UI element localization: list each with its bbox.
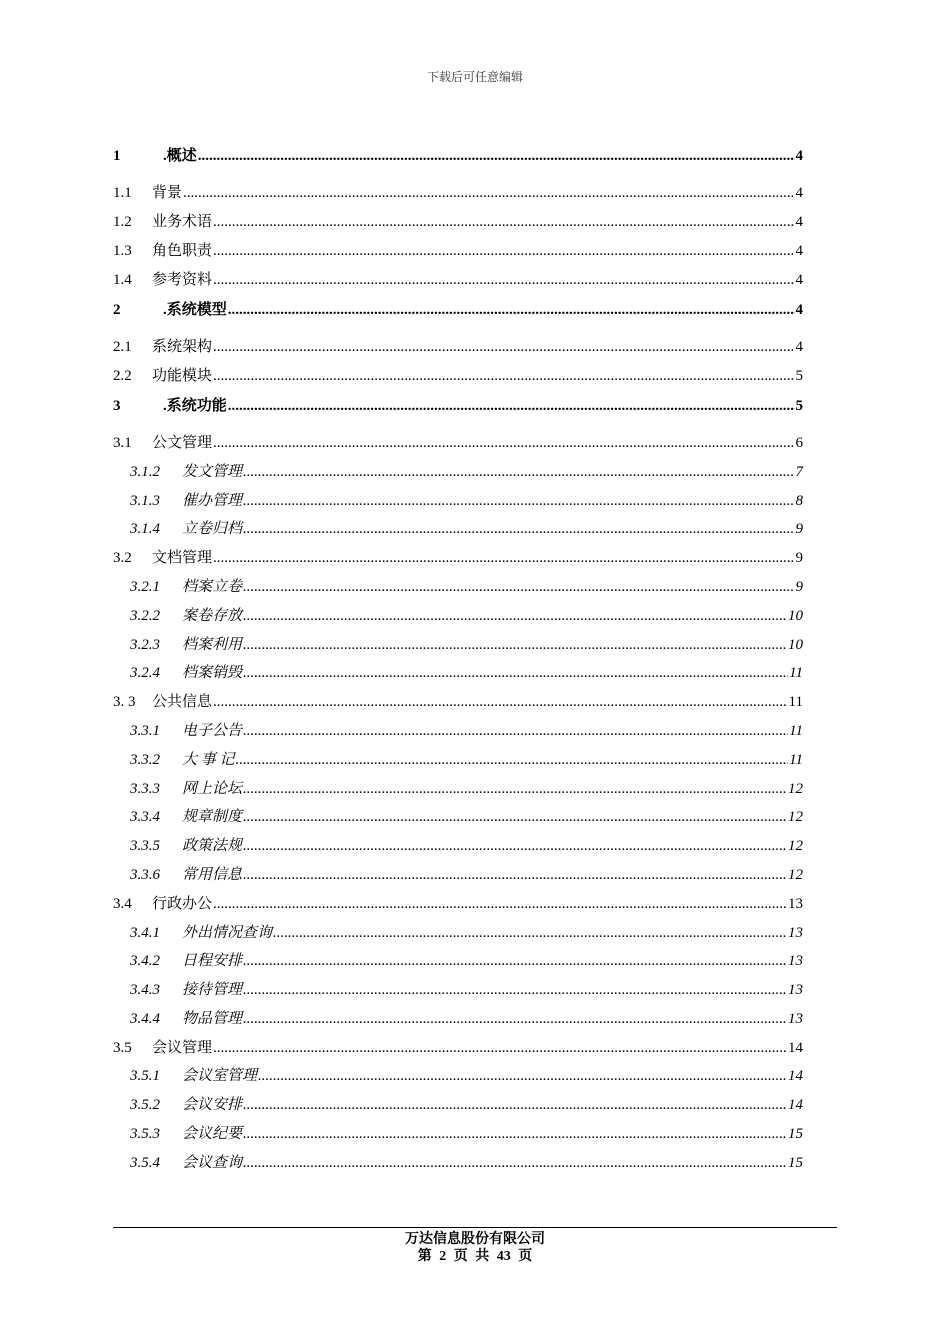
dot-leader bbox=[213, 429, 794, 458]
toc-entry[interactable] bbox=[113, 295, 803, 333]
toc-entry-page: 11 bbox=[789, 665, 803, 682]
dot-leader bbox=[243, 573, 794, 602]
toc-entry-page: 9 bbox=[795, 578, 803, 595]
toc-entry[interactable] bbox=[113, 803, 803, 832]
dot-leader bbox=[243, 1005, 787, 1034]
toc-entry-number: 3.3.6 bbox=[130, 866, 160, 883]
dot-leader bbox=[228, 295, 795, 325]
toc-entry-number: 3.4.1 bbox=[130, 924, 160, 941]
toc-entry-number: 1.2 bbox=[113, 214, 132, 231]
toc-entry[interactable] bbox=[113, 1062, 803, 1091]
toc-entry[interactable] bbox=[113, 746, 803, 775]
toc-entry-title: .系统功能 bbox=[163, 397, 227, 414]
toc-entry-number: 2.1 bbox=[113, 338, 132, 355]
dot-leader bbox=[213, 208, 794, 237]
toc-entry-title: 发文管理 bbox=[182, 463, 243, 480]
toc-entry-page: 8 bbox=[795, 492, 803, 509]
toc-entry-page: 11 bbox=[788, 694, 803, 711]
toc-entry-page: 9 bbox=[795, 521, 803, 538]
toc-entry-title: 背景 bbox=[152, 185, 183, 202]
toc-entry[interactable] bbox=[113, 391, 803, 429]
toc-entry-page: 9 bbox=[795, 550, 803, 567]
dot-leader bbox=[213, 544, 794, 573]
dot-leader bbox=[213, 1034, 787, 1063]
toc-entry-page: 13 bbox=[788, 895, 803, 912]
dot-leader bbox=[243, 861, 787, 890]
dot-leader bbox=[243, 458, 794, 487]
toc-entry-page: 13 bbox=[788, 953, 803, 970]
dot-leader bbox=[243, 631, 787, 660]
dot-leader bbox=[243, 832, 787, 861]
toc-entry-title: 行政办公 bbox=[152, 895, 213, 912]
toc-entry[interactable] bbox=[113, 861, 803, 890]
toc-entry-number: 3 bbox=[113, 397, 121, 414]
toc-entry[interactable] bbox=[113, 659, 803, 688]
toc-entry-title: 常用信息 bbox=[182, 866, 243, 883]
toc-entry-number: 3.5.4 bbox=[130, 1154, 160, 1171]
toc-entry-page: 10 bbox=[788, 607, 803, 624]
toc-entry-title: 档案利用 bbox=[182, 636, 243, 653]
toc-entry[interactable] bbox=[113, 179, 803, 208]
toc-entry-title: .概述 bbox=[163, 148, 197, 164]
toc-entry-number: 3.3.2 bbox=[130, 751, 160, 768]
footer-company: 万达信息股份有限公司 bbox=[405, 1232, 545, 1247]
toc-entry-page: 7 bbox=[795, 463, 803, 480]
toc-entry-number: 3.2.1 bbox=[130, 578, 160, 595]
toc-entry-number: 1.4 bbox=[113, 271, 132, 288]
toc-entry-page: 12 bbox=[788, 838, 803, 855]
toc-entry-title: 角色职责 bbox=[152, 242, 213, 259]
toc-entry[interactable] bbox=[113, 1120, 803, 1149]
toc-entry-number: 3.1.2 bbox=[130, 463, 160, 480]
dot-leader bbox=[198, 141, 795, 171]
toc-entry-number: 3.5.2 bbox=[130, 1097, 160, 1114]
toc-entry-title: 接待管理 bbox=[182, 982, 243, 999]
toc-entry[interactable] bbox=[113, 515, 803, 544]
toc-entry-number: 3.3.5 bbox=[130, 838, 160, 855]
toc-entry-title: 网上论坛 bbox=[182, 780, 243, 797]
header-note: 下载后可任意编辑 bbox=[426, 70, 523, 84]
toc-entry-title: 案卷存放 bbox=[182, 607, 243, 624]
toc-entry[interactable] bbox=[113, 362, 803, 391]
toc-entry[interactable] bbox=[113, 832, 803, 861]
toc-entry-title: 规章制度 bbox=[182, 809, 243, 826]
dot-leader bbox=[243, 1120, 787, 1149]
dot-leader bbox=[228, 391, 795, 421]
toc-entry[interactable] bbox=[113, 919, 803, 948]
dot-leader bbox=[243, 976, 787, 1005]
toc-entry-title: 物品管理 bbox=[182, 1010, 243, 1027]
toc-entry-page: 12 bbox=[788, 866, 803, 883]
dot-leader bbox=[273, 919, 787, 948]
dot-leader bbox=[258, 1062, 787, 1091]
toc-entry[interactable] bbox=[113, 141, 803, 179]
toc-entry-title: 政策法规 bbox=[182, 838, 243, 855]
toc-entry[interactable] bbox=[113, 237, 803, 266]
toc-entry[interactable] bbox=[113, 266, 803, 295]
toc-entry-page: 4 bbox=[795, 338, 803, 355]
toc-entry-page: 13 bbox=[788, 924, 803, 941]
dot-leader bbox=[213, 890, 787, 919]
toc-entry-number: 3.1 bbox=[113, 434, 132, 451]
toc-entry-page: 10 bbox=[788, 636, 803, 653]
toc-entry[interactable] bbox=[113, 976, 803, 1005]
toc-entry-title: 外出情况查询 bbox=[182, 924, 273, 941]
toc-entry-page: 13 bbox=[788, 982, 803, 999]
toc-entry[interactable] bbox=[113, 688, 803, 717]
toc-entry-number: 3.2.3 bbox=[130, 636, 160, 653]
toc-entry-number: 2.2 bbox=[113, 367, 132, 384]
toc-entry-page: 4 bbox=[795, 242, 803, 259]
toc-entry-title: 参考资料 bbox=[152, 271, 213, 288]
toc-entry-number: 3.2 bbox=[113, 550, 132, 567]
toc-entry[interactable] bbox=[113, 947, 803, 976]
dot-leader bbox=[243, 487, 794, 516]
toc-entry-title: 功能模块 bbox=[152, 367, 213, 384]
toc-entry-page: 4 bbox=[795, 185, 803, 202]
toc-entry-title: 档案立卷 bbox=[182, 578, 243, 595]
toc-entry-page: 14 bbox=[788, 1068, 803, 1085]
dot-leader bbox=[243, 717, 788, 746]
toc-entry[interactable] bbox=[113, 487, 803, 516]
toc-entry-number: 1.3 bbox=[113, 242, 132, 259]
toc-entry[interactable] bbox=[113, 631, 803, 660]
toc-entry-number: 3.3.1 bbox=[130, 722, 160, 739]
footer-divider bbox=[113, 1227, 837, 1228]
toc-entry[interactable] bbox=[113, 1034, 803, 1063]
toc-entry-title: 会议查询 bbox=[182, 1154, 243, 1171]
toc-entry-title: 会议安排 bbox=[182, 1097, 243, 1114]
toc-entry-title: 大 事 记 bbox=[182, 751, 235, 768]
toc-entry-title: 档案销毁 bbox=[182, 665, 243, 682]
toc-entry-number: 3.2.4 bbox=[130, 665, 160, 682]
toc-entry[interactable] bbox=[113, 458, 803, 487]
toc-entry-number: 3.4.4 bbox=[130, 1010, 160, 1027]
toc-entry-page: 15 bbox=[788, 1154, 803, 1171]
toc-entry-number: 3.1.3 bbox=[130, 492, 160, 509]
toc-entry-title: 日程安排 bbox=[182, 953, 243, 970]
toc-entry-title: 公文管理 bbox=[152, 434, 213, 451]
toc-entry-page: 12 bbox=[788, 780, 803, 797]
toc-entry[interactable] bbox=[113, 1005, 803, 1034]
toc-entry-number: 2 bbox=[113, 301, 121, 318]
toc-entry-number: 3.3.4 bbox=[130, 809, 160, 826]
toc-entry-title: 公共信息 bbox=[152, 694, 213, 711]
dot-leader bbox=[243, 1091, 787, 1120]
toc-entry-page: 12 bbox=[788, 809, 803, 826]
dot-leader bbox=[243, 803, 787, 832]
toc-entry-title: 催办管理 bbox=[182, 492, 243, 509]
dot-leader bbox=[213, 333, 794, 362]
toc-entry-page: 14 bbox=[788, 1039, 803, 1056]
toc-entry[interactable] bbox=[113, 890, 803, 919]
toc-entry-title: 系统架构 bbox=[152, 338, 213, 355]
toc-entry[interactable] bbox=[113, 1149, 803, 1178]
toc-entry-title: 会议纪要 bbox=[182, 1126, 243, 1143]
toc-entry-number: 3.4 bbox=[113, 895, 132, 912]
toc-entry-page: 5 bbox=[795, 367, 803, 384]
toc-entry-number: 1.1 bbox=[113, 185, 132, 202]
dot-leader bbox=[213, 237, 794, 266]
dot-leader bbox=[213, 688, 788, 717]
toc-entry[interactable] bbox=[113, 544, 803, 573]
toc-entry-page: 4 bbox=[795, 271, 803, 288]
toc-entry-number: 3.2.2 bbox=[130, 607, 160, 624]
toc-entry-title: 会议管理 bbox=[152, 1039, 213, 1056]
toc-entry-title: 会议室管理 bbox=[182, 1068, 258, 1085]
dot-leader bbox=[243, 1149, 787, 1178]
toc-entry-number: 1 bbox=[113, 148, 121, 164]
toc-entry[interactable] bbox=[113, 717, 803, 746]
dot-leader bbox=[236, 746, 789, 775]
toc-entry[interactable] bbox=[113, 775, 803, 804]
toc-entry-number: 3.4.3 bbox=[130, 982, 160, 999]
dot-leader bbox=[243, 515, 794, 544]
table-of-contents bbox=[113, 141, 803, 1178]
toc-entry[interactable] bbox=[113, 333, 803, 362]
footer-page-info: 第 2 页 共 43 页 bbox=[417, 1249, 533, 1264]
toc-entry-number: 3.5.1 bbox=[130, 1068, 160, 1085]
toc-entry-title: 立卷归档 bbox=[182, 521, 243, 538]
toc-entry-number: 3.3.3 bbox=[130, 780, 160, 797]
dot-leader bbox=[243, 659, 788, 688]
toc-entry-page: 4 bbox=[795, 301, 803, 318]
toc-entry-page: 6 bbox=[795, 434, 803, 451]
toc-entry[interactable] bbox=[113, 602, 803, 631]
toc-entry[interactable] bbox=[113, 1091, 803, 1120]
dot-leader bbox=[213, 362, 794, 391]
toc-entry-page: 4 bbox=[795, 148, 803, 164]
toc-entry-page: 14 bbox=[788, 1097, 803, 1114]
toc-entry-number: 3.1.4 bbox=[130, 521, 160, 538]
toc-entry-number: 3.5.3 bbox=[130, 1126, 160, 1143]
toc-entry-page: 11 bbox=[789, 751, 803, 768]
toc-entry-number: 3.5 bbox=[113, 1039, 132, 1056]
dot-leader bbox=[243, 947, 787, 976]
toc-entry-page: 13 bbox=[788, 1010, 803, 1027]
toc-entry-number: 3. 3 bbox=[113, 694, 136, 711]
toc-entry[interactable] bbox=[113, 208, 803, 237]
toc-entry-number: 3.4.2 bbox=[130, 953, 160, 970]
toc-entry[interactable] bbox=[113, 573, 803, 602]
toc-entry-page: 11 bbox=[789, 722, 803, 739]
toc-entry[interactable] bbox=[113, 429, 803, 458]
toc-entry-page: 5 bbox=[795, 397, 803, 414]
page-footer bbox=[0, 1231, 950, 1265]
toc-entry-page: 15 bbox=[788, 1126, 803, 1143]
dot-leader bbox=[183, 179, 794, 208]
toc-entry-page: 4 bbox=[795, 214, 803, 231]
dot-leader bbox=[213, 266, 794, 295]
toc-entry-title: 电子公告 bbox=[182, 722, 243, 739]
toc-entry-title: .系统模型 bbox=[163, 301, 227, 318]
dot-leader bbox=[243, 602, 787, 631]
dot-leader bbox=[243, 775, 787, 804]
toc-entry-title: 文档管理 bbox=[152, 550, 213, 567]
toc-entry-title: 业务术语 bbox=[152, 214, 213, 231]
